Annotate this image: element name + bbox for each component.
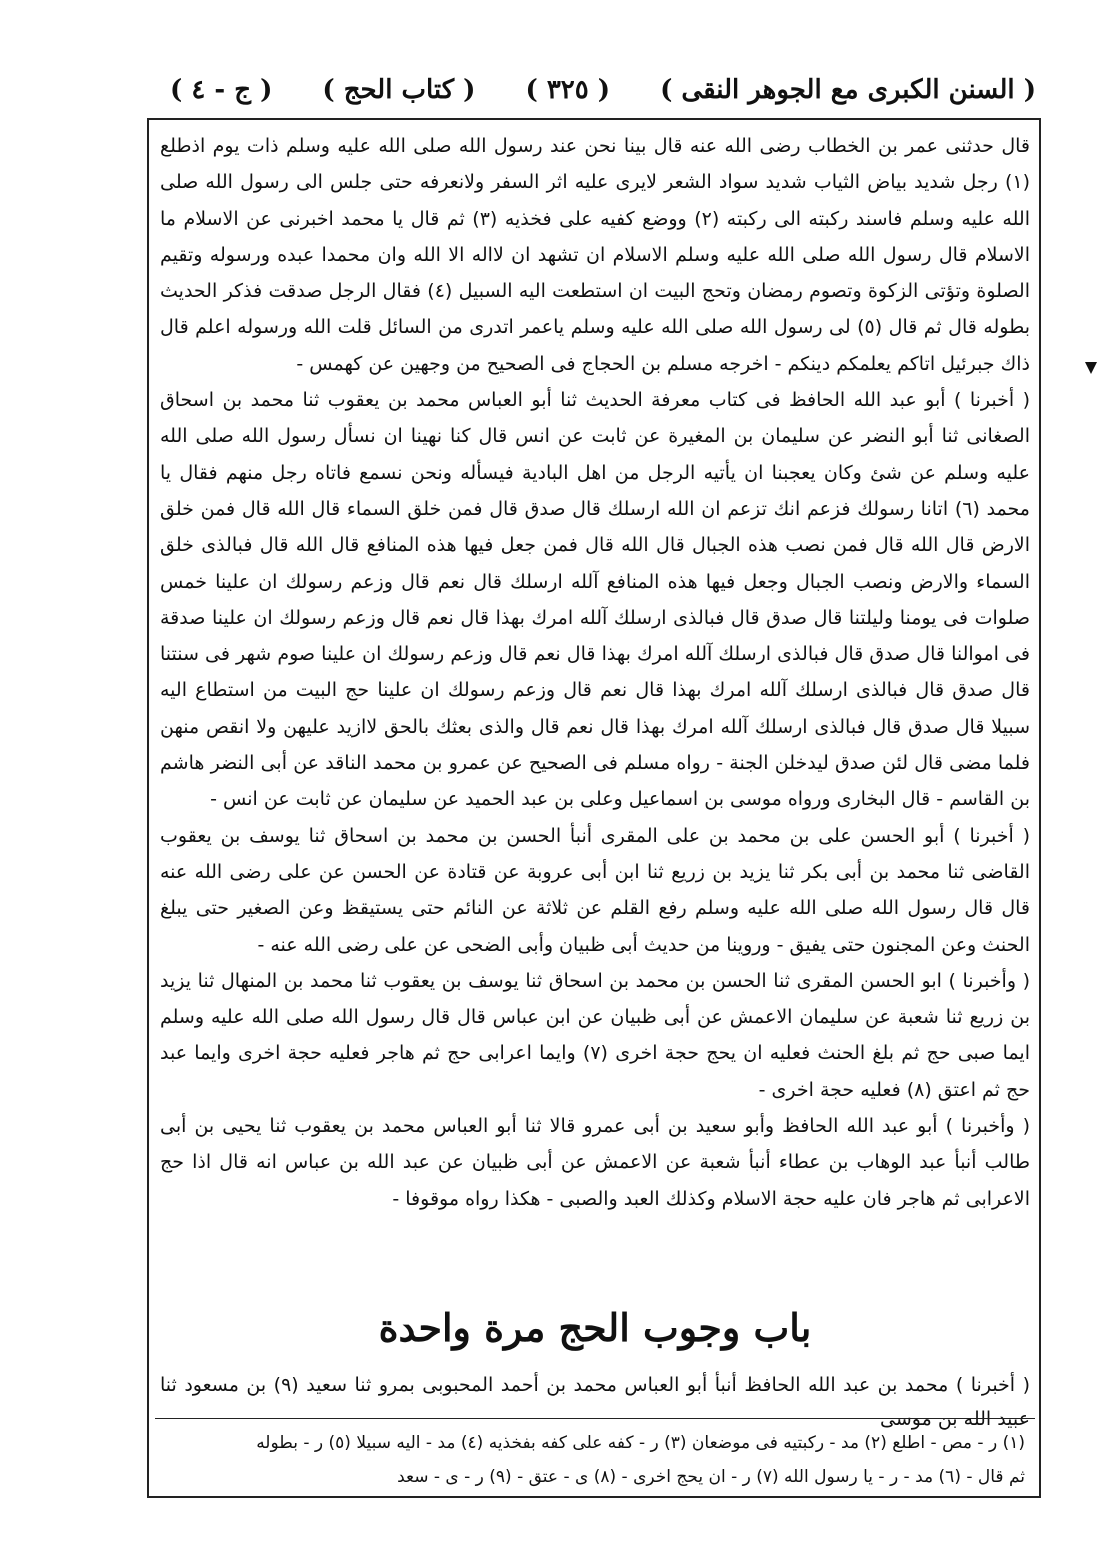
paragraph: قال حدثنى عمر بن الخطاب رضى الله عنه قال بينا نحن عند رسول الله صلى الله عليه وسلم ذات يوم اذطلع (١) رجل شديد بياض الثياب شديد سواد الشعر لايرى عليه اثر السفر ولانعرفه حتى جلس الى رسول الله صلى الله عليه وسلم فاسند ركبته الى ركبته (٢) ووضع كفيه على فخذيه (٣) ثم قال يا محمد اخبرنى عن الاسلام ما الاسلام قال رسول الله صلى الله عليه وسلم الاسلام ان تشهد ان لااله الا الله وان محمدا عبده ورسوله وتقيم الصلوة وتؤتى الزكوة وتصوم رمضان وتحج البيت ان استطعت اليه السبيل (٤) فقال الرجل صدقت فذكر الحديث بطوله قال ثم قال (٥) لى رسول الله صلى الله عليه وسلم ياعمر اتدرى من السائل قلت الله ورسوله اعلم قال ذاك جبرئيل اتاكم يعلمكم دينكم - اخرجه مسلم بن الحجاج فى الصحيح من وجهين عن كهمس -: [160, 135, 1030, 375]
paragraph: ( أخبرنا ) أبو عبد الله الحافظ فى كتاب معرفة الحديث ثنا أبو العباس محمد بن يعقوب ثنا محمد بن اسحاق الصغانى ثنا أبو النضر عن سليمان بن المغيرة عن ثابت عن انس قال كنا نهينا ان نسأل رسول الله صلى الله عليه وسلم عن شئ وكان يعجبنا ان يأتيه الرجل من اهل البادية فيسأله ونحن نسمع فاتاه رجل منهم فقال يا محمد (٦) اتانا رسولك فزعم انك تزعم ان الله ارسلك قال صدق قال فمن خلق السماء قال الله قال فمن خلق الارض قال الله قال فمن نصب هذه الجبال قال الله قال فمن جعل فيها هذه المنافع قال الله قال فبالذى خلق السماء والارض ونصب الجبال وجعل فيها هذه المنافع آلله ارسلك قال نعم قال وزعم رسولك ان علينا خمس صلوات فى يومنا وليلتنا قال صدق قال فبالذى ارسلك آلله امرك بهذا قال نعم قال وزعم رسولك ان علينا صدقة فى اموالنا قال صدق قال فبالذى ارسلك آلله امرك بهذا قال نعم قال وزعم رسولك ان علينا صوم شهر فى سنتنا قال صدق قال فبالذى ارسلك آلله امرك بهذا قال نعم قال وزعم رسولك ان علينا حج البيت من استطاع اليه سبيلا قال صدق قال فبالذى ارسلك آلله امرك بهذا قال نعم قال والذى بعثك بالحق لاازيد عليهن ولا انقص منهن فلما مضى قال لئن صدق ليدخلن الجنة - رواه مسلم فى الصحيح عن عمرو بن محمد الناقد عن أبى النضر هاشم بن القاسم - قال البخارى ورواه موسى بن اسماعيل وعلى بن عبد الحميد عن سليمان عن ثابت عن انس -: [160, 389, 1030, 811]
running-header: [170, 68, 1036, 112]
volume-number: ( ج - ٤ ): [170, 75, 273, 105]
main-text: [160, 128, 1030, 1258]
footnotes: [165, 1426, 1025, 1494]
page-number: ( ٣٢٥ ): [525, 75, 611, 105]
footnote-separator: [155, 1418, 1035, 1419]
book-title: ( السنن الكبرى مع الجوهر النقى ): [660, 75, 1036, 105]
chapter-name: ( كتاب الحج ): [322, 75, 476, 105]
margin-marker-icon: [1085, 362, 1097, 374]
chapter-heading: باب وجوب الحج مرة واحدة: [378, 1305, 812, 1350]
footnote-line: (١) ر - مص - اطلع (٢) مد - ركبتيه فى موضعان (٣) ر - كفه على كفه بفخذيه (٤) مد - اليه سبيلا (٥) ر - بطوله: [256, 1433, 1025, 1453]
footnote-line: ثم قال - (٦) مد - ر - يا رسول الله (٧) ر - ان يحج اخرى - (٨) ى - عتق - (٩) ر - ى - سعد: [397, 1467, 1025, 1487]
paragraph: ( وأخبرنا ) أبو عبد الله الحافظ وأبو سعيد بن أبى عمرو قالا ثنا أبو العباس محمد بن يعقوب ثنا يحيى بن أبى طالب أنبأ عبد الوهاب بن عطاء أنبأ شعبة عن الاعمش عن أبى ظبيان عن عبد الله بن عباس انه قال اذا حج الاعرابى ثم هاجر فان عليه حجة الاسلام وكذلك العبد والصبى - هكذا رواه موقوفا -: [160, 1115, 1030, 1210]
chapter-first-line: ( أخبرنا ) محمد بن عبد الله الحافظ أنبأ أبو العباس محمد بن أحمد المحبوبى بمرو ثنا سعيد (٩) بن مسعود ثنا عبيد الله بن موسى: [160, 1374, 1030, 1430]
paragraph: ( وأخبرنا ) ابو الحسن المقرى ثنا الحسن بن محمد بن اسحاق ثنا يوسف بن يعقوب ثنا محمد بن المنهال ثنا يزيد بن زريع ثنا شعبة عن سليمان الاعمش عن أبى ظبيان عن ابن عباس قال قال رسول الله صلى الله عليه وسلم ايما صبى حج ثم بلغ الحنث فعليه ان يحج حجة اخرى (٧) وايما اعرابى حج ثم هاجر فعليه حجة اخرى وايما عبد حج ثم اعتق (٨) فعليه حجة اخرى -: [160, 969, 1030, 1101]
paragraph: ( أخبرنا ) أبو الحسن على بن محمد بن على المقرى أنبأ الحسن بن محمد بن اسحاق ثنا يوسف بن يعقوب القاضى ثنا محمد بن أبى بكر ثنا يزيد بن زريع ثنا ابن أبى عروبة عن قتادة عن الحسن عن على رضى الله عنه قال قال رسول الله صلى الله عليه وسلم رفع القلم عن ثلاثة عن النائم حتى يستيقظ وعن الصغير حتى يبلغ الحنث وعن المجنون حتى يفيق - وروينا من حديث أبى ظبيان وأبى الضحى عن على رضى الله عنه -: [160, 824, 1030, 956]
